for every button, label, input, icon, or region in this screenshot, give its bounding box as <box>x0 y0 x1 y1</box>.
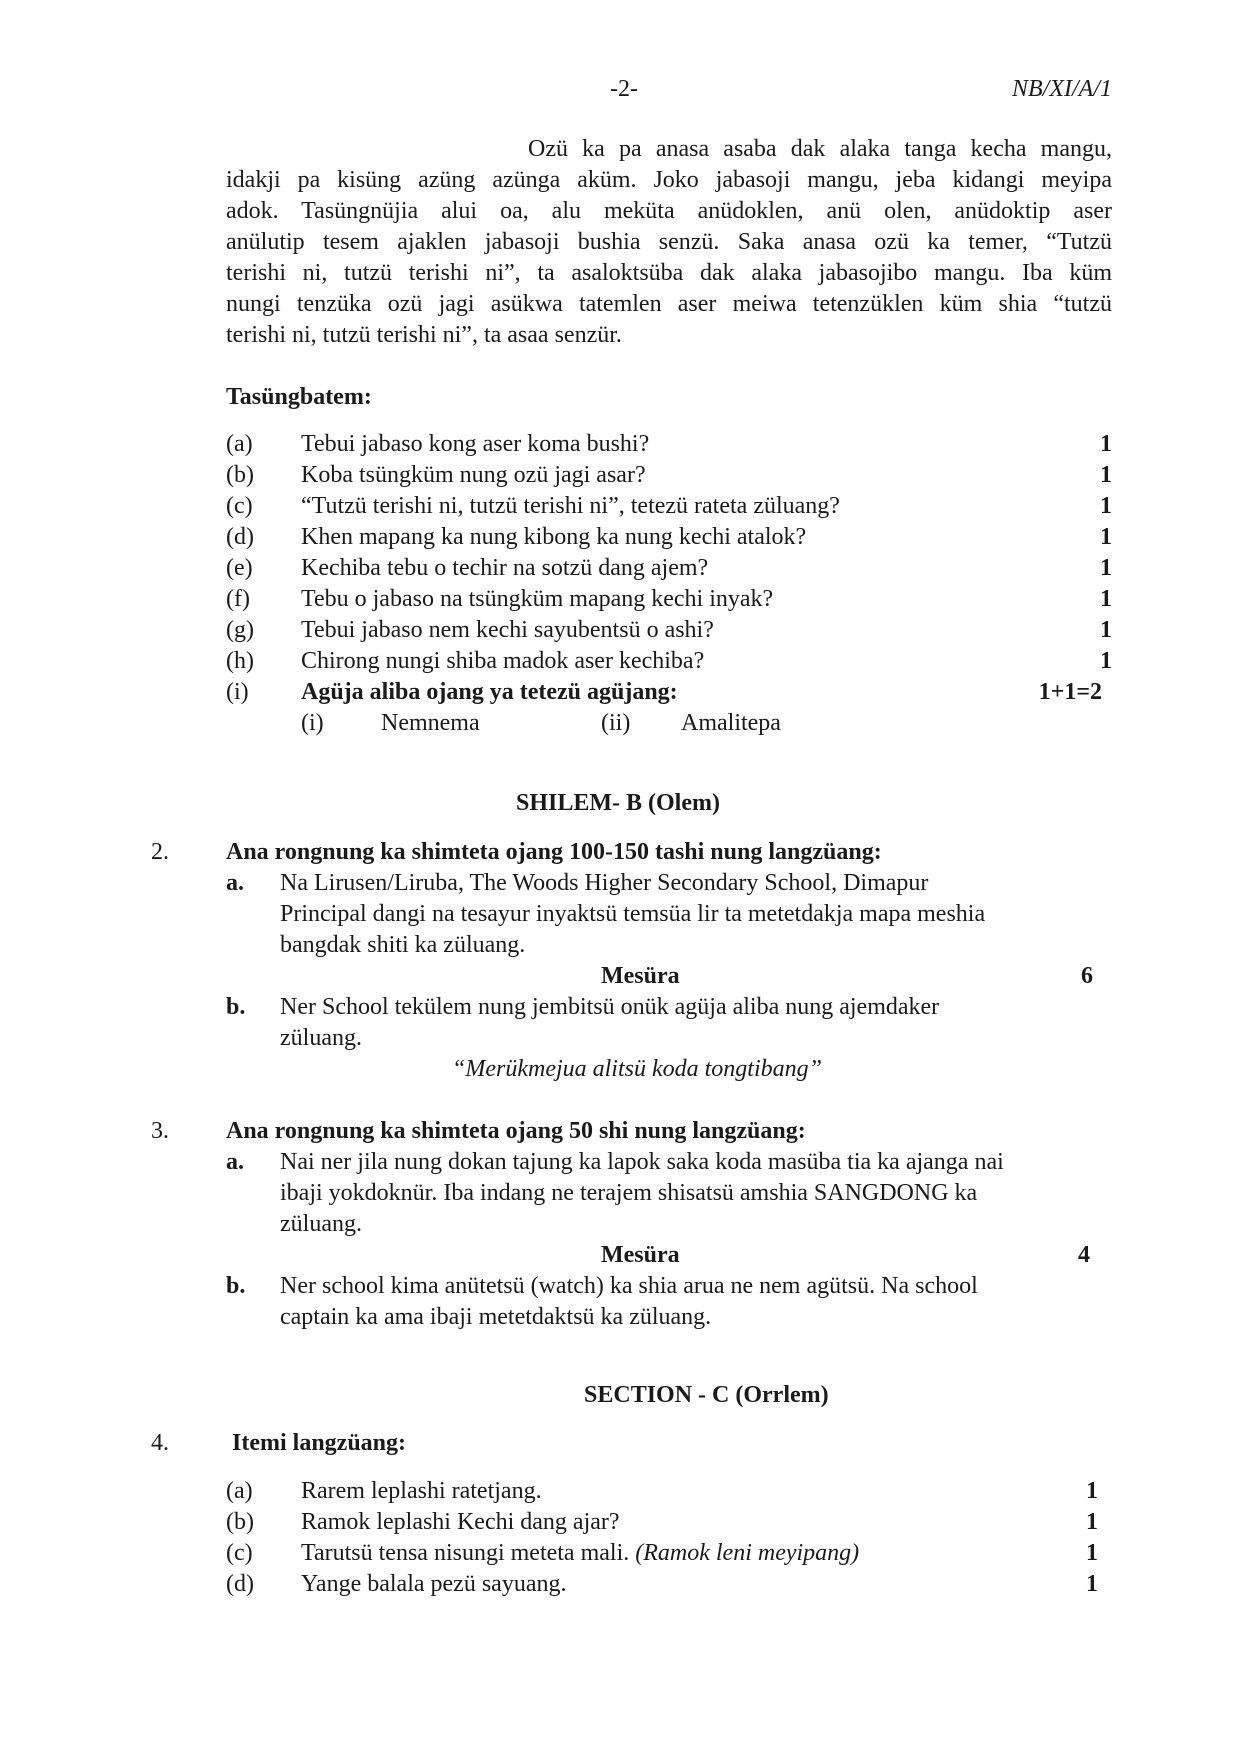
question-row: (c) Tarutsü tensa nisungi meteta mali. (Ramok leni meyipang) 1 <box>226 1540 1098 1566</box>
part-text-line: Na Lirusen/Liruba, The Woods Higher Secondary School, Dimapur <box>280 870 929 896</box>
part-label: a. <box>226 1149 244 1175</box>
sub-item-label: (i) <box>301 710 324 736</box>
page-number: -2- <box>610 76 638 102</box>
question-number: 4. <box>151 1430 169 1456</box>
marks: 4 <box>1078 1242 1090 1268</box>
passage-line: terishi ni, tutzü terishi ni”, ta asaloktsüba dak alaka jabasojibo mangu. Iba küm <box>226 260 1112 286</box>
part-label: b. <box>226 994 246 1020</box>
passage-line: anülutip tesem ajaklen jabasoji bushia senzü. Saka anasa ozü ka temer, “Tutzü <box>226 229 1112 255</box>
question-heading: Ana rongnung ka shimteta ojang 100-150 tashi nung langzüang: <box>226 839 882 865</box>
passage-line: idakji pa kisüng azüng azünga aküm. Joko jabasoji mangu, jeba kidangi meyipa <box>226 167 1112 193</box>
question-row: (b) Koba tsüngküm nung ozü jagi asar? 1 <box>226 462 1112 488</box>
question-heading: Itemi langzüang: <box>232 1430 406 1456</box>
part-text-line: Principal dangi na tesayur inyaktsü temsüa lir ta metetdakja mapa meshia <box>280 901 986 927</box>
paper-code: NB/XI/A/1 <box>1012 76 1112 102</box>
section-b-title: SHILEM- B (Olem) <box>516 790 720 816</box>
mesura-label: Mesüra <box>601 1242 680 1268</box>
question-row: (f) Tebu o jabaso na tsüngküm mapang kechi inyak? 1 <box>226 586 1112 612</box>
question-number: 2. <box>151 839 169 865</box>
part-label: a. <box>226 870 244 896</box>
part-label: b. <box>226 1273 246 1299</box>
question-row: (g) Tebui jabaso nem kechi sayubentsü o ashi? 1 <box>226 617 1112 643</box>
part-text-line: captain ka ama ibaji metetdaktsü ka züluang. <box>280 1304 712 1330</box>
passage <box>226 134 1112 351</box>
question-row: (h) Chirong nungi shiba madok aser kechiba? 1 <box>226 648 1112 674</box>
passage-line: adok. Tasüngnüjia alui oa, alu meküta anüdoklen, anü olen, anüdoktip aser <box>226 198 1112 224</box>
part-text-line: ibaji yokdoknür. Iba indang ne terajem shisatsü amshia SANGDONG ka <box>280 1180 978 1206</box>
question-row: (c) “Tutzü terishi ni, tutzü terishi ni”, tetezü rateta züluang? 1 <box>226 493 1112 519</box>
part-text-line: Ner School tekülem nung jembitsü onük agüja aliba nung ajemdaker <box>280 994 940 1020</box>
question-number: 3. <box>151 1118 169 1144</box>
question-row: (d) Khen mapang ka nung kibong ka nung kechi atalok? 1 <box>226 524 1112 550</box>
part-text-line: Ner school kima anütetsü (watch) ka shia arua ne nem agütsü. Na school <box>280 1273 978 1299</box>
sub-item-label: (ii) <box>601 710 631 736</box>
marks: 6 <box>1081 963 1093 989</box>
part-text-line: bangdak shiti ka züluang. <box>280 932 526 958</box>
question-row: (e) Kechiba tebu o techir na sotzü dang ajem? 1 <box>226 555 1112 581</box>
topic-quote: “Merükmejua alitsü koda tongtibang” <box>452 1056 822 1082</box>
question-row: (d) Yange balala pezü sayuang. 1 <box>226 1571 1098 1597</box>
part-text-line: züluang. <box>280 1211 362 1237</box>
passage-line: nungi tenzüka ozü jagi asükwa tatemlen aser meiwa tetenzüklen küm shia “tutzü <box>226 291 1112 317</box>
question-heading: Ana rongnung ka shimteta ojang 50 shi nung langzüang: <box>226 1118 806 1144</box>
question-row: (a) Rarem leplashi ratetjang. 1 <box>226 1478 1098 1504</box>
part-text-line: Nai ner jila nung dokan tajung ka lapok saka koda masüba tia ka ajanga nai <box>280 1149 1004 1175</box>
mesura-label: Mesüra <box>601 963 680 989</box>
passage-line: terishi ni, tutzü terishi ni”, ta asaa senzür. <box>226 322 622 348</box>
question-row: (b) Ramok leplashi Kechi dang ajar? 1 <box>226 1509 1098 1535</box>
question-row: (i) Agüja aliba ojang ya tetezü agüjang: 1+1=2 <box>226 679 1102 705</box>
sub-item-text: Nemnema <box>381 710 480 736</box>
questions-heading: Tasüngbatem: <box>226 384 372 410</box>
question-row: (a) Tebui jabaso kong aser koma bushi? 1 <box>226 431 1112 457</box>
part-text-line: züluang. <box>280 1025 362 1051</box>
sub-item-text: Amalitepa <box>681 710 781 736</box>
passage-line: Ozü ka pa anasa asaba dak alaka tanga kecha mangu, <box>528 136 1112 162</box>
section-c-title: SECTION - C (Orrlem) <box>584 1382 829 1408</box>
